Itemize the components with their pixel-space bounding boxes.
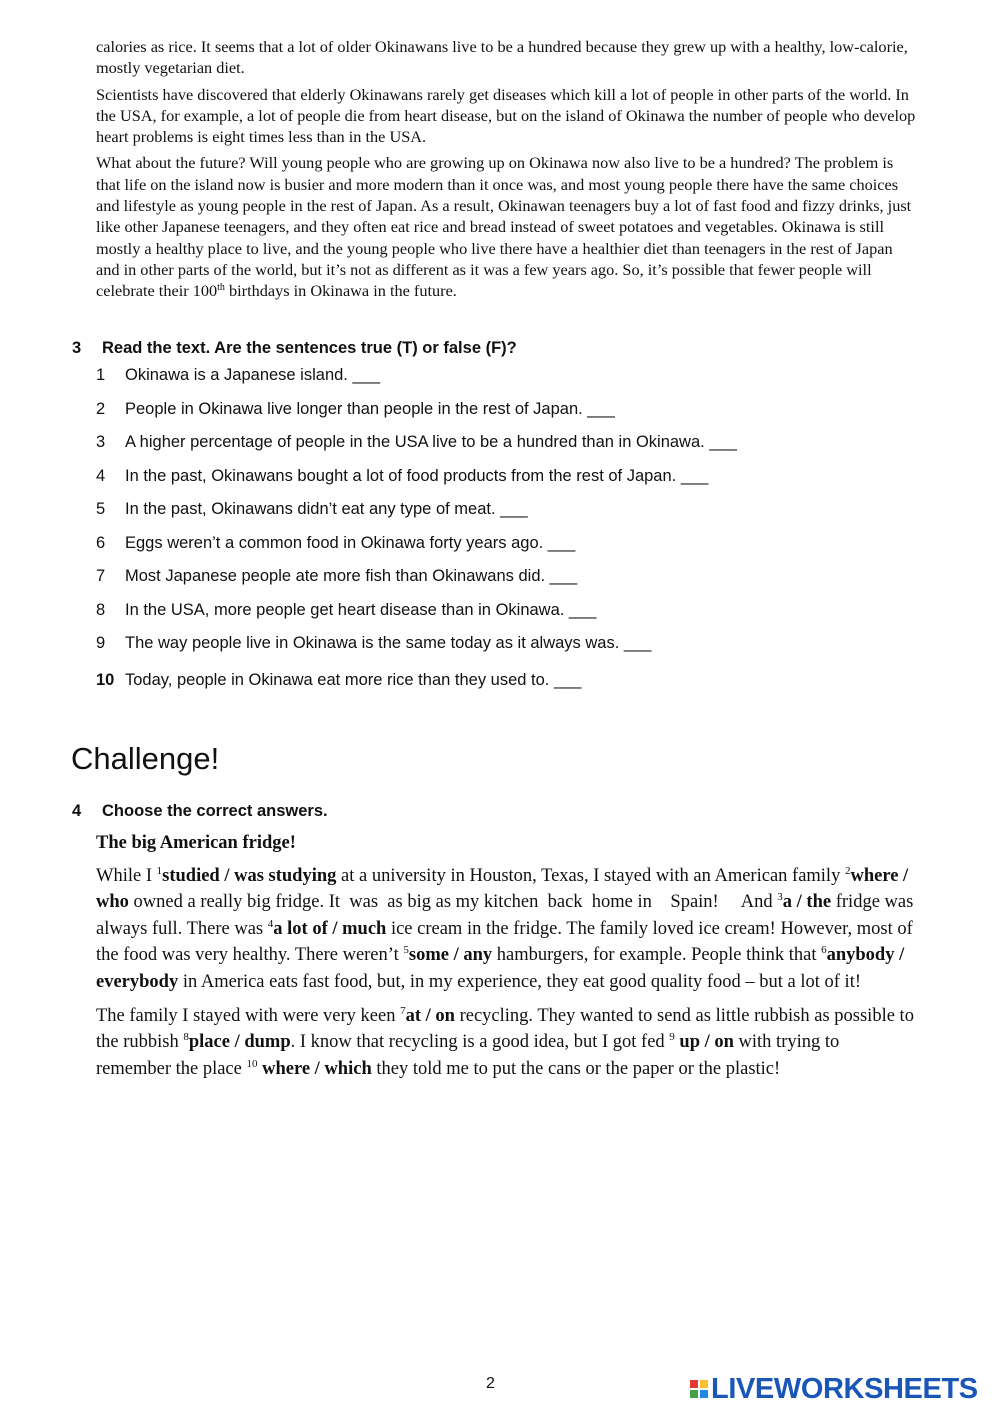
item-text: In the past, Okinawans bought a lot of food products from the rest of Japan. ___ [125, 466, 709, 485]
challenge-heading: Challenge! [71, 741, 220, 776]
tf-item[interactable] [96, 563, 956, 597]
passage-paragraph: calories as rice. It seems that a lot of older Okinawans live to be a hundred because they grew up with a healthy, low-calorie, mostly vegetarian diet. [96, 37, 908, 78]
answer-choice[interactable]: place / dump [188, 1032, 291, 1053]
item-number: 6 [96, 533, 106, 552]
tf-item[interactable] [96, 630, 956, 664]
answer-choice[interactable]: where / who [96, 865, 909, 913]
tf-item[interactable] [96, 396, 956, 430]
answer-choice[interactable]: some / any [408, 945, 493, 966]
story-text: owned a really big fridge. It was as big as my kitchen back home in Spain! And [128, 892, 778, 913]
passage-text: birthdays in Okinawa in the future. [224, 281, 457, 301]
tf-item[interactable] [96, 463, 956, 497]
answer-choice[interactable]: at / on [405, 1005, 455, 1026]
story [96, 830, 916, 1089]
answer-choice[interactable]: a lot of / much [273, 918, 387, 939]
item-number: 4 [96, 466, 106, 485]
story-text: in America eats fast food, but, in my experience, they eat good quality food – but a lot of it! [178, 971, 861, 992]
tf-item[interactable] [96, 667, 956, 701]
true-false-list [96, 362, 956, 700]
answer-choice[interactable]: anybody / everybody [96, 945, 905, 992]
gap-number: 9 [669, 1031, 675, 1044]
tf-item[interactable] [96, 496, 956, 530]
exercise-4-heading [72, 802, 328, 821]
item-text: The way people live in Okinawa is the same today as it always was. ___ [125, 634, 652, 652]
reading-passage [96, 36, 918, 307]
gap-number: 2 [844, 864, 851, 877]
page-number: 2 [486, 1375, 495, 1392]
tf-item[interactable] [96, 429, 956, 463]
story-text: at a university in Houston, Texas, I stayed with an American family [336, 865, 845, 886]
story-text: with trying to remember the place [96, 1032, 840, 1079]
gap-number: 8 [183, 1031, 189, 1044]
passage-paragraph: Scientists have discovered that elderly Okinawans rarely get diseases which kill a lot of people in other parts of the world. In the USA, for example, a lot of people die from heart disease, but on the island of Okinawa the number of people who develop heart problems is eight times less than in the USA. [96, 84, 916, 147]
story-text: they told me to put the cans or the paper or the plastic! [371, 1058, 781, 1079]
answer-choice[interactable]: where / which [257, 1058, 372, 1079]
logo-square [700, 1390, 708, 1398]
answer-choice[interactable]: up / on [674, 1032, 734, 1053]
story-text: The family I stayed with were very keen [96, 1005, 401, 1026]
item-number: 1 [96, 366, 106, 384]
logo-square [700, 1380, 708, 1388]
exercise-instruction: Read the text. Are the sentences true (T) or false (F)? [102, 339, 517, 357]
item-text: Eggs weren’t a common food in Okinawa forty years ago. ___ [125, 533, 576, 552]
item-text: Today, people in Okinawa eat more rice than they used to. ___ [125, 670, 582, 689]
answer-choice[interactable]: studied / was studying [162, 865, 337, 886]
story-paragraph [96, 863, 916, 996]
gap-number: 7 [400, 1004, 406, 1017]
item-text: In the past, Okinawans didn’t eat any type of meat. ___ [125, 500, 528, 518]
item-text: In the USA, more people get heart disease than in Okinawa. ___ [125, 600, 597, 619]
story-title: The big American fridge! [96, 833, 296, 853]
item-number: 3 [96, 433, 106, 451]
logo-mark-icon [690, 1380, 708, 1398]
passage-paragraph [96, 152, 918, 301]
liveworksheets-logo[interactable] [690, 1374, 978, 1404]
story-paragraph [96, 1003, 916, 1083]
tf-item[interactable] [96, 362, 956, 396]
story-text: recycling. They wanted to send as little rubbish as possible to the rubbish [96, 1005, 914, 1053]
item-number: 10 [96, 670, 115, 689]
logo-square [690, 1390, 698, 1398]
item-text: Okinawa is a Japanese island. ___ [125, 366, 380, 384]
item-number: 8 [96, 600, 106, 619]
gap-number: 3 [777, 891, 783, 904]
story-text: While I [96, 865, 157, 886]
gap-number: 5 [403, 944, 409, 957]
gap-number: 1 [156, 864, 163, 877]
gap-number: 6 [821, 944, 827, 957]
item-number: 5 [96, 500, 106, 518]
item-text: People in Okinawa live longer than people in the rest of Japan. ___ [125, 399, 615, 418]
story-text: fridge was always full. There was [96, 892, 914, 939]
item-text: A higher percentage of people in the USA live to be a hundred than in Okinawa. ___ [125, 433, 737, 451]
item-number: 2 [96, 399, 106, 418]
item-number: 9 [96, 634, 106, 652]
item-number: 7 [96, 567, 106, 585]
exercise-number: 4 [72, 802, 82, 820]
gap-number: 4 [267, 917, 274, 930]
logo-square [690, 1380, 698, 1388]
story-text: ice cream in the fridge. The family loved ice cream! However, most of the food was very healthy. There weren’t [96, 918, 913, 966]
passage-text: What about the future? Will young people who are growing up on Okinawa now also live to be a hundred? The problem is that life on the island now is busier and more modern than it once was, and most young people there have the same choices and lifestyle as young people in the rest of Japan. As a result, Okinawan teenagers buy a lot of fast food and fizzy drinks, just like other Japanese teenagers, and they often eat rice and bread instead of sweet potatoes and vegetables. Okinawa is still mostly a healthy place to live, and the young people who live there have a healthier diet than teenagers in the rest of Japan and in other parts of the world, but it’s not as different as it was a few years ago. So, it’s possible that fewer people will celebrate their 100 [96, 153, 912, 301]
story-text: hamburgers, for example. People think that [492, 945, 822, 966]
exercise-instruction: Choose the correct answers. [102, 802, 328, 820]
exercise-3-heading [72, 339, 517, 358]
exercise-number: 3 [72, 339, 82, 357]
tf-item[interactable] [96, 530, 956, 564]
story-text: . I know that recycling is a good idea, but I got fed [290, 1032, 670, 1053]
logo-text: LIVEWORKSHEETS [711, 1372, 978, 1405]
tf-item[interactable] [96, 597, 956, 631]
gap-number: 10 [246, 1057, 258, 1070]
item-text: Most Japanese people ate more fish than Okinawans did. ___ [125, 567, 578, 585]
ordinal-suffix: th [217, 282, 225, 294]
answer-choice[interactable]: a / the [782, 892, 832, 913]
